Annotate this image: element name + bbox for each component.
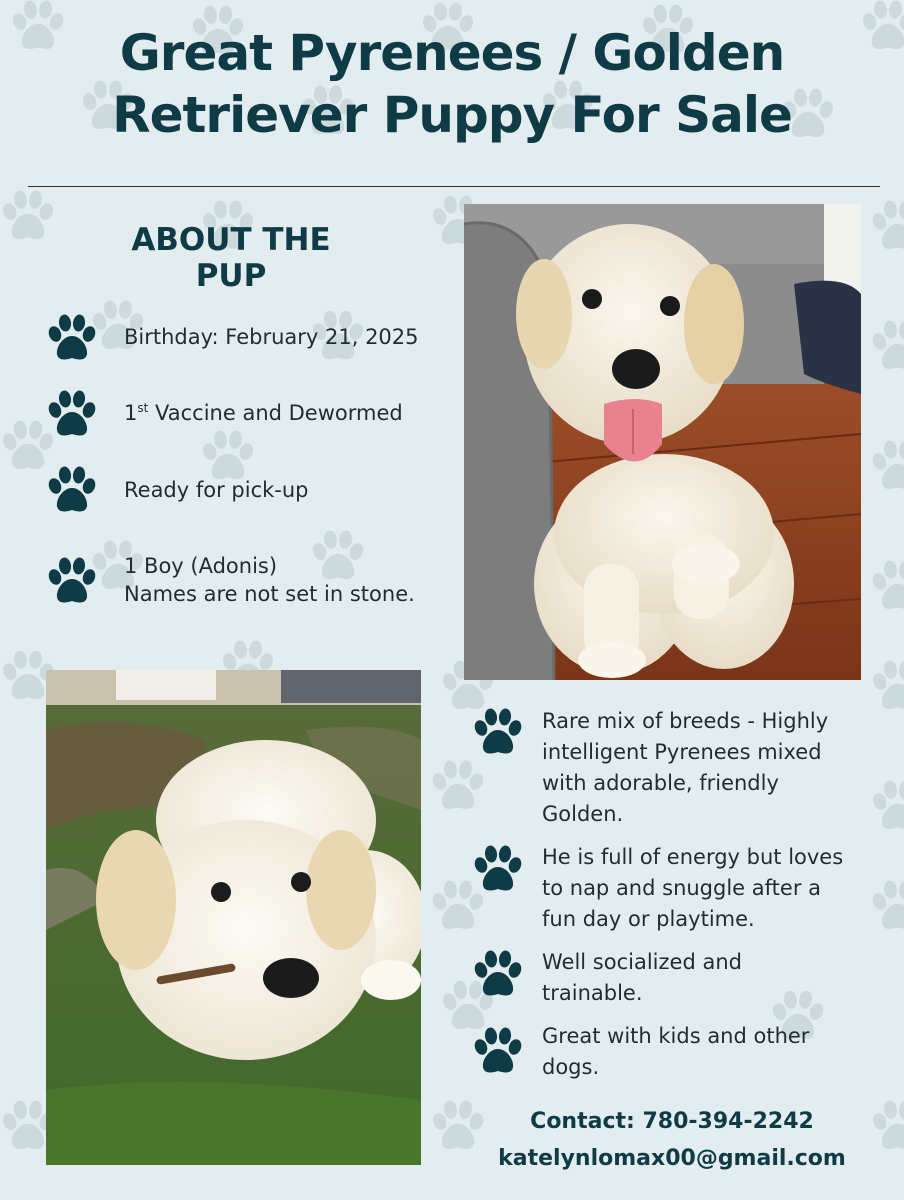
background-paw-icon bbox=[870, 780, 904, 834]
vaccine-ordinal-suffix: st bbox=[137, 401, 149, 415]
background-paw-icon bbox=[870, 880, 904, 934]
feature-item bbox=[542, 947, 742, 1009]
feature-line: trainable. bbox=[542, 981, 643, 1005]
vaccine-text: Vaccine and Dewormed bbox=[148, 401, 403, 425]
feature-line: intelligent Pyrenees mixed bbox=[542, 740, 822, 764]
feature-line: with adorable, friendly bbox=[542, 771, 779, 795]
paw-icon bbox=[46, 466, 98, 516]
about-heading-line1: ABOUT THE bbox=[131, 222, 331, 258]
title-divider bbox=[28, 186, 880, 187]
feature-line: fun day or playtime. bbox=[542, 907, 755, 931]
feature-item bbox=[542, 842, 843, 935]
feature-line: He is full of energy but loves bbox=[542, 845, 844, 869]
contact-phone[interactable]: Contact: 780-394-2242 bbox=[530, 1109, 814, 1134]
contact-email[interactable]: katelynlomax00@gmail.com bbox=[498, 1146, 846, 1171]
feature-line: Well socialized and bbox=[542, 950, 742, 974]
background-paw-icon bbox=[870, 560, 904, 614]
paw-icon bbox=[46, 390, 98, 440]
about-item-boy bbox=[124, 552, 415, 608]
puppy-on-grass-photo bbox=[46, 670, 421, 1165]
background-paw-icon bbox=[870, 1100, 904, 1154]
feature-item bbox=[542, 1021, 809, 1083]
background-paw-icon bbox=[870, 440, 904, 494]
page-title-line1: Great Pyrenees / Golden bbox=[119, 24, 785, 82]
vaccine-ordinal: 1 bbox=[124, 401, 138, 425]
about-item-boy-line1: 1 Boy (Adonis) bbox=[124, 554, 278, 578]
feature-line: dogs. bbox=[542, 1055, 600, 1079]
paw-icon bbox=[472, 845, 524, 895]
background-paw-icon bbox=[430, 760, 486, 814]
paw-icon bbox=[46, 557, 98, 607]
feature-line: Great with kids and other bbox=[542, 1024, 810, 1048]
feature-item bbox=[542, 706, 828, 830]
paw-icon bbox=[472, 708, 524, 758]
paw-icon bbox=[472, 1027, 524, 1077]
paw-icon bbox=[46, 314, 98, 364]
feature-line: to nap and snuggle after a bbox=[542, 876, 821, 900]
about-heading-line2: PUP bbox=[195, 258, 267, 294]
background-paw-icon bbox=[870, 320, 904, 374]
about-item-vaccine bbox=[124, 399, 403, 427]
about-heading bbox=[100, 222, 362, 294]
feature-line: Golden. bbox=[542, 802, 624, 826]
about-item-pickup: Ready for pick-up bbox=[124, 478, 309, 502]
page-title bbox=[20, 22, 884, 146]
page-title-line2: Retriever Puppy For Sale bbox=[112, 86, 792, 144]
about-item-birthday: Birthday: February 21, 2025 bbox=[124, 325, 419, 349]
background-paw-icon bbox=[870, 660, 904, 714]
background-paw-icon bbox=[0, 190, 56, 244]
feature-line: Rare mix of breeds - Highly bbox=[542, 709, 829, 733]
about-item-boy-line2: Names are not set in stone. bbox=[124, 582, 415, 606]
background-paw-icon bbox=[870, 200, 904, 254]
puppy-on-couch-photo bbox=[464, 204, 861, 680]
paw-icon bbox=[472, 950, 524, 1000]
